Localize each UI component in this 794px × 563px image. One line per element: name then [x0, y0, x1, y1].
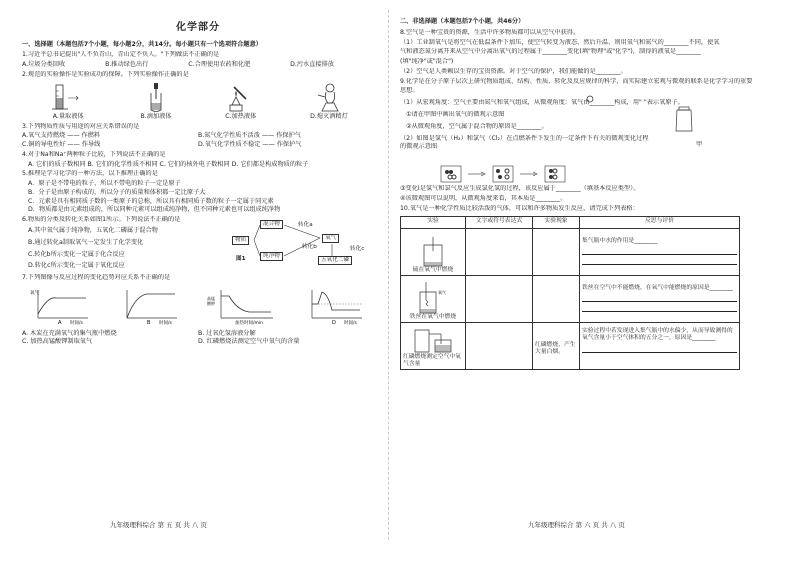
svg-text:酸钾: 酸钾 [207, 300, 216, 306]
page-title: 化学部分 [176, 22, 220, 33]
question-3-options-row [22, 132, 374, 140]
option: C．元素是具有相同质子数的一类原子的总称，所以具有相同质子数的粒子一定属于同元素 [28, 197, 274, 205]
oxygen-atom-icon [586, 95, 594, 106]
option: D.污水直接排放 [290, 61, 334, 68]
table-header-row [401, 217, 740, 229]
svg-text:B: B [146, 319, 151, 326]
experiment-label: 红磷燃烧测定空气中氧气含量 [403, 353, 461, 368]
option: A.垃圾分类回收 [22, 61, 66, 68]
option: D.转化c所示变化一定属于氧化反应 [28, 261, 125, 269]
svg-text:时间/s: 时间/s [343, 320, 357, 326]
phenomenon-cell [533, 229, 580, 276]
question-9-part-2: （2）如图是氢气（H₂）和氯气（Cl₂）在点燃条件下发生的一定条件下有关的微观变化过程的微观示意图 [400, 135, 649, 150]
question-9-part-3: ③变化Ⅰ是氢气和氯气反应生成氯化氢的过程，该反应属于________（填基本反应类型）。 [400, 185, 640, 192]
question-8-part-1: （1）工业制氧气是将空气在低温条件下加压，使空气转变为液态，然后升温，则用氧气和氮气的________不同，使氧 [400, 38, 720, 46]
experiment-table [400, 216, 740, 370]
question-6: 6.物质的分类及转化关系如图1所示。下列说法不正确的是 [22, 216, 181, 223]
evaluation-text: 铁丝在空气中不能燃烧，在氧气中能燃烧的原因是________ [582, 285, 733, 292]
question-10: 10.氧气是一种化学性质比较活泼的气体，可以和许多物质发生反应，请完成下列表格： [400, 204, 639, 212]
question-7-options-row [22, 338, 374, 346]
table-cell [401, 229, 466, 276]
question-3-options-row [22, 141, 374, 149]
option: A.氧气支持燃烧 —— 作燃料 [22, 132, 101, 140]
figure-caption: D.熄灭酒精灯 [310, 112, 348, 120]
table-cell [401, 323, 466, 370]
option: C. 加热高锰酸钾制取氧气 [22, 338, 93, 346]
section-1-heading: 一、选择题（本题包括7个小题，每小题2分，共14分。每小题只有一个选项符合题意） [22, 40, 262, 48]
figure-caption: C.加热液体 [225, 112, 257, 120]
chart-a [30, 286, 92, 326]
question-5: 5.推理是学习化学的一种方法，以下推理正确的是 [22, 170, 158, 178]
question-1: 1.习近平总书记提出"人不负青山，青山定不负人。"下列做法不正确的是 [22, 51, 220, 59]
section-2-heading: 二、非选择题（本题包括7个小题，共46分） [400, 18, 525, 25]
table-row [401, 229, 740, 276]
node-substance: 物质 [232, 236, 249, 245]
node-oxygen: 氧气 [322, 234, 339, 243]
question-7: 7.下列图像与反应过程的变化趋势对应关系不正确的是 [22, 273, 171, 281]
expression-cell [466, 323, 533, 370]
phenomenon-cell [533, 276, 580, 323]
question-9-block [400, 97, 772, 163]
option: C.合理使用农药和化肥 [188, 61, 251, 68]
question-9-part-4: ④该微观图可以说明，从微观角度来看，其本质是________。 [400, 194, 567, 202]
question-9-part-1a: ①请在甲图中画出氧气的微观示意图 [406, 111, 505, 118]
chart-b [119, 286, 181, 326]
option: C.转化b所示变化一定属于化合反应 [28, 250, 125, 258]
question-9: 9.化学是在分子原子层次上研究物质组成、结构、性质、转化及反应规律的科学，而实际建立宏观与微观的联系是化学学习的重要 [400, 77, 753, 85]
phosphorus-burning-figure [403, 324, 463, 368]
evaluation-cell [580, 323, 740, 370]
question-1-options [22, 61, 374, 69]
right-footer: 九年级理科综合 第 六 页 共 八 页 [528, 521, 625, 529]
jar-figure [670, 105, 700, 138]
answer-line [582, 257, 737, 265]
svg-text:D: D [331, 319, 336, 326]
reaction-diagram [440, 165, 772, 183]
intermediate-box [492, 165, 514, 183]
experiment-label: 硫在氧气中燃烧 [412, 267, 454, 274]
figure-label: 图1 [236, 255, 246, 262]
figure-heating [224, 83, 258, 121]
figure-dropper [140, 83, 171, 121]
chart-c [207, 286, 277, 326]
question-8-part-2: （2）空气是人类赖以生存的宝贵资源。对于空气的保护，我们能做的是________。 [400, 67, 627, 75]
option: B.氮气化学性质不活泼 —— 作保护气 [198, 132, 301, 140]
question-7-charts [30, 286, 366, 326]
expression-cell [466, 276, 533, 323]
chart-y-label: 氧气 [30, 290, 39, 296]
option: B.通过转化a制取氧气一定发生了化学变化 [28, 238, 144, 246]
page-divider [388, 10, 389, 540]
arrow-label-a: 转化a [298, 221, 313, 228]
option: D.氧气化学性质不稳定 —— 作保护气 [198, 141, 302, 148]
left-footer: 九年级理科综合 第 五 页 共 八 页 [110, 521, 207, 529]
table-row [401, 276, 740, 323]
question-9-cont: 思想。 [400, 87, 419, 95]
question-8-part-1c: (填"纯净"或"混合") [400, 58, 454, 65]
question-2: 2.规范的实验操作是实验成功的保障。下列实验操作正确的是 [22, 70, 189, 78]
evaluation-text: 集气瓶中水的作用是________ [582, 238, 658, 245]
option: D．物质都是由元素组成的，所以同种元素可以组成纯净物，但不同种元素也可以组成纯净物 [28, 206, 281, 214]
evaluation-text: 实验过程中若发现进入集气瓶中的水偏少，从而导致测得的氧气含量小于空气体积的五分之一，原因是________ [582, 328, 733, 342]
figure-extinguish-lamp [310, 83, 348, 121]
chart-x-label: 时间/s [70, 320, 83, 326]
option: C.铜的导电性好 —— 作导线 [22, 141, 101, 148]
svg-text:高锰: 高锰 [207, 295, 216, 301]
question-7-options-row [22, 330, 374, 338]
right-page [400, 18, 772, 370]
node-pure: 纯净物 [260, 252, 283, 261]
node-mixture: 混合物 [260, 220, 283, 229]
node-p2o5: 五氧化二磷 [318, 256, 352, 265]
product-box [544, 165, 566, 183]
option: B. 过氧化氢溶液分解 [198, 329, 256, 337]
arrow-icon [468, 170, 486, 178]
option: A.其中氧气属于纯净物，五氧化二磷属于混合物 [28, 226, 158, 234]
sulfur-burning-figure [403, 230, 463, 274]
option: D. 红磷燃烧法测定空气中氧气的含量 [198, 338, 300, 346]
chart-tag: A [58, 319, 62, 326]
diagram-lines [232, 216, 372, 272]
table-header: 反思与评价 [580, 217, 740, 229]
phenomenon-cell [533, 323, 580, 370]
question-4-options: A. 它们的质子数相同 B. 它们的化学性质不相同 C. 它们的核外电子数相同 D. 它们都是构成物质的粒子 [28, 160, 309, 168]
option: B.推动绿色出行 [105, 61, 149, 68]
question-8-part-1b: 气和液态氮分离开来从空气中分离出氧气的过程属于________变化(填"物理"或"化学")，制得的液氧是________ [400, 48, 701, 56]
svg-text:时间/s: 时间/s [158, 320, 172, 326]
answer-line [582, 304, 737, 312]
question-2-figures [22, 83, 374, 121]
table-cell [401, 276, 466, 323]
evaluation-cell [580, 276, 740, 323]
svg-text:加热时间/min: 加热时间/min [235, 320, 264, 326]
reactant-box [440, 165, 462, 183]
arrow-icon [520, 170, 538, 178]
question-9-part-1: （1）从宏观角度：空气主要由氮气和氧气组成，从微观角度：氧气由________构成，用" "表示氧原子。 [400, 99, 684, 106]
question-6-block [22, 220, 374, 272]
figure-measuring-cylinder [48, 83, 88, 121]
table-row [401, 323, 740, 370]
question-3: 3.下列物质性质与用途的对应关系错误的是 [22, 122, 140, 130]
jar-label: 甲 [696, 141, 703, 148]
option: B．分子是由原子构成的，所以分子的质量和体积都一定比原子大 [28, 188, 206, 196]
iron-burning-figure [403, 277, 463, 321]
table-header: 文字或符号表达式 [466, 217, 533, 229]
figure-caption: A.量取液体 [52, 112, 84, 120]
left-page [22, 18, 374, 347]
question-9-part-1b: ②从微观角度，空气属于混合物的原因是________。 [406, 123, 548, 130]
arrow-label-c: 转化c [350, 245, 365, 252]
expression-cell [466, 229, 533, 276]
chart-d [304, 286, 366, 326]
figure-caption: B.滴加液体 [140, 112, 172, 120]
arrow-label-b: 转化b [302, 243, 317, 250]
answer-line [582, 345, 737, 353]
question-4: 4.对于Na和Na⁺两种粒子比较，下列说法不正确的是 [22, 150, 166, 158]
question-8: 8.空气是一种宝贵的资源，生活中许多物质都可以从空气中获得。 [400, 28, 580, 36]
answer-line [582, 247, 737, 255]
classification-diagram [232, 216, 372, 272]
experiment-label: 铁丝在氧气中燃烧 [409, 314, 457, 321]
evaluation-cell [580, 229, 740, 276]
svg-text:氧气: 氧气 [438, 290, 446, 296]
table-header: 实验 [401, 217, 466, 229]
table-header: 实验现象 [533, 217, 580, 229]
option: A．原子是不带电的粒子，所以不带电的粒子一定是原子 [28, 180, 181, 187]
option: A. 木炭在充满氧气的集气瓶中燃烧 [22, 329, 117, 337]
answer-line [582, 294, 737, 302]
phenomenon-text: 红磷燃烧，产生大量白烟。 [535, 342, 576, 356]
